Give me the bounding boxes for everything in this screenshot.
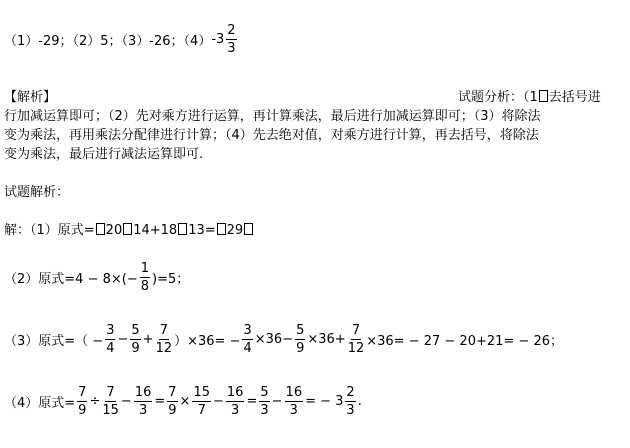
fraction: $\frac{7}{15}$ xyxy=(102,385,119,418)
fraction: $\frac{3}{4}$ xyxy=(106,323,115,356)
analysis-line-2: 行加减运算即可；（2）先对乘方进行运算，再计算乘法，最后进行加减运算即可；（3）将除法 xyxy=(4,109,541,124)
fraction: $\frac{5}{9}$ xyxy=(296,323,305,356)
fraction: $\frac{7}{9}$ xyxy=(78,385,87,418)
fraction: $\frac{5}{9}$ xyxy=(131,323,140,356)
fraction: $\frac{7}{12}$ xyxy=(155,323,173,356)
analysis-line-4: 变为乘法，最后进行减法运算即可. xyxy=(4,147,204,162)
fraction: $\frac{15}{7}$ xyxy=(193,385,210,418)
fraction: $\frac{7}{12}$ xyxy=(347,323,365,356)
analysis-label: 试题分析：（1 去括号进 xyxy=(458,90,601,105)
fraction: $\frac{16}{3}$ xyxy=(226,385,244,418)
answer-line xyxy=(4,24,239,55)
analysis-line-3: 变为乘法，再用乘法分配律进行计算；（4）先去绝对值，对乘方进行计算，再去括号，将除法 xyxy=(4,128,539,143)
answer-fraction: $\frac{2}{3}$ xyxy=(227,23,236,56)
analysis-heading: 【解析】 xyxy=(4,90,57,105)
solution-step-2: （2）原式=4 − 8×(− $\frac{1}{8}$ )=5； xyxy=(4,261,190,294)
solution-step-1: 解：（1）原式= 20 14+18 13= 29 xyxy=(4,219,254,238)
fraction: $\frac{16}{3}$ xyxy=(134,385,152,418)
fraction: $\frac{7}{9}$ xyxy=(168,385,177,418)
fraction: $\frac{3}{4}$ xyxy=(243,323,252,356)
missing-glyph-box xyxy=(539,90,548,102)
fraction: $\frac{2}{3}$ xyxy=(346,385,355,418)
solution-step-4: （4）原式= $\frac{7}{9}$ ÷ $\frac{7}{15}$ − $\frac{16}{3}$ = $\frac{7}{9}$ × $\frac{15}{7}$ − $\frac{16}{3}$ = $\frac{5}{3}$ − $\frac{16}{3}$ = − 3 $\frac{2}{3}$ . xyxy=(4,385,362,418)
solution-step-3: （3）原式=（ − $\frac{3}{4}$ − $\frac{5}{9}$ + $\frac{7}{12}$ ）×36= − $\frac{3}{4}$ ×36− $\frac{5}{9}$ ×36+ $\frac{7}{12}$ ×36= − 27 − 20+21= − 26； xyxy=(4,323,564,356)
fraction: $\frac{16}{3}$ xyxy=(285,385,303,418)
answer-neg: -3 xyxy=(211,32,225,47)
fraction: $\frac{5}{3}$ xyxy=(260,385,269,418)
answer-text: （1）-29；（2）5；（3）-26；（4） xyxy=(4,34,212,49)
solution-heading: 试题解析： xyxy=(4,185,70,200)
fraction: $\frac{1}{8}$ xyxy=(140,261,150,294)
